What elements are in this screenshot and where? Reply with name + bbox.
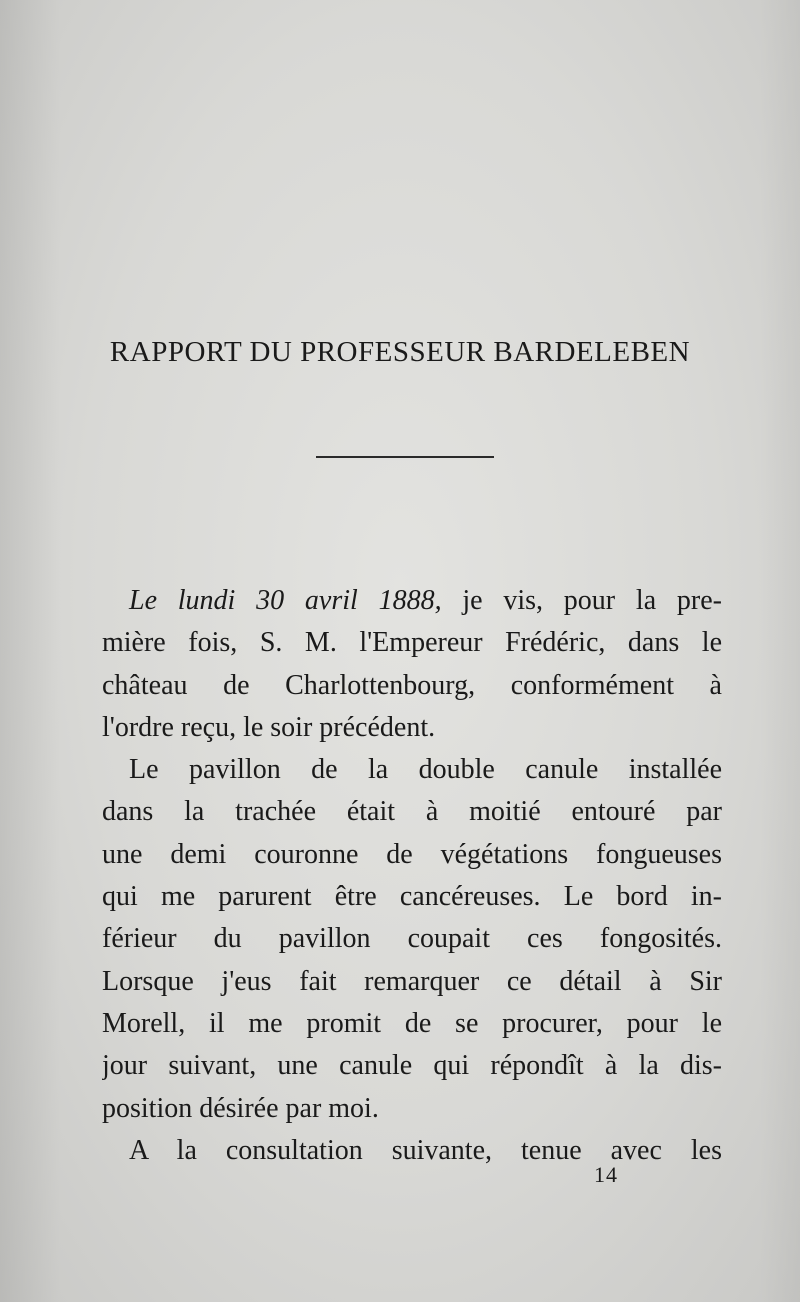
text-line: Le pavillon de la double canule installée — [129, 754, 722, 786]
italic-lead: Le lundi 30 avril 1888, — [129, 585, 442, 616]
text-line: jour suivant, une canule qui répondît à la dis- — [102, 1050, 722, 1082]
text-line: férieur du pavillon coupait ces fongosités. — [102, 923, 722, 955]
text-line: qui me parurent être cancéreuses. Le bord in- — [102, 881, 722, 913]
text-line: une demi couronne de végétations fongueuses — [102, 838, 722, 870]
body-text — [102, 580, 722, 1172]
text-fragment: je vis, pour la pre- — [441, 585, 722, 616]
text-line — [102, 580, 722, 622]
text-line: château de Charlottenbourg, conformément à — [102, 669, 722, 701]
text-line: A la consultation suivante, tenue avec les — [129, 1134, 722, 1166]
text-line: dans la trachée était à moitié entouré par — [102, 796, 722, 828]
page-number: 14 — [594, 1162, 618, 1187]
chapter-title: RAPPORT DU PROFESSEUR BARDELEBEN — [109, 336, 691, 368]
text-line: l'ordre reçu, le soir précédent. — [102, 711, 436, 743]
text-line: position désirée par moi. — [102, 1092, 379, 1124]
text-line: mière fois, S. M. l'Empereur Frédéric, dans le — [102, 627, 722, 659]
title-rule — [316, 456, 494, 458]
text-line: Lorsque j'eus fait remarquer ce détail à Sir — [102, 965, 722, 997]
text-line: Morell, il me promit de se procurer, pour le — [102, 1007, 722, 1039]
